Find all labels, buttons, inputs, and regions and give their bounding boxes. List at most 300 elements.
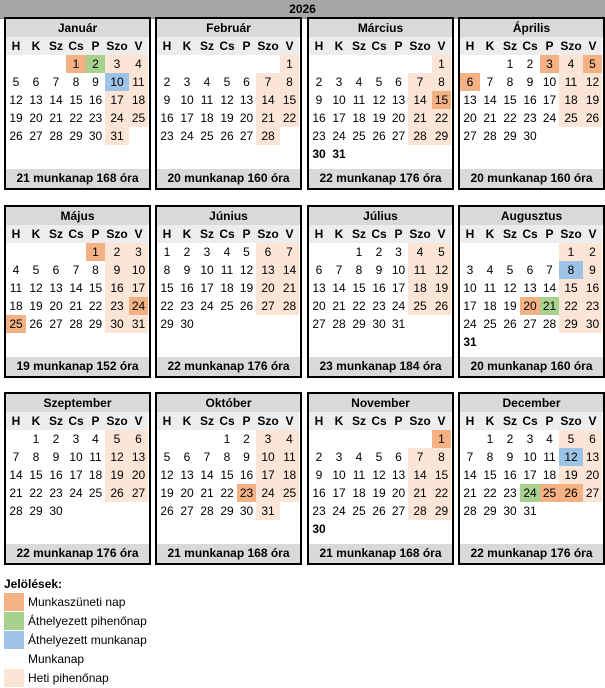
weekday-header: V bbox=[280, 412, 299, 430]
weekday-header: K bbox=[177, 37, 197, 55]
day-cell: 9 bbox=[583, 261, 602, 279]
empty-cell bbox=[460, 430, 480, 448]
weekday-header: Cs bbox=[520, 37, 540, 55]
day-cell: 19 bbox=[160, 486, 174, 500]
day-cell: 9 bbox=[163, 93, 171, 107]
day-cell: 5 bbox=[375, 450, 383, 464]
day-cell: 23 bbox=[312, 129, 326, 143]
weekday-header: V bbox=[432, 37, 451, 55]
day-cell: 22 bbox=[160, 299, 174, 313]
weekday-header: V bbox=[280, 37, 299, 55]
weekday-header: V bbox=[129, 412, 148, 430]
day-cell: 7 bbox=[256, 73, 280, 91]
day-cell: 5 bbox=[432, 243, 451, 261]
day-cell: 12 bbox=[220, 93, 234, 107]
day-cell: 30 bbox=[180, 317, 194, 331]
empty-cell bbox=[6, 243, 26, 261]
day-cell: 18 bbox=[352, 111, 366, 125]
day-cell: 24 bbox=[520, 484, 540, 502]
month-summary: 20 munkanap 160 óra bbox=[157, 169, 300, 188]
day-cell: 16 bbox=[160, 111, 174, 125]
month-name: Április bbox=[460, 19, 603, 37]
day-cell: 1 bbox=[163, 245, 171, 259]
day-cell: 24 bbox=[463, 317, 477, 331]
day-cell: 22 bbox=[88, 299, 103, 313]
day-cell: 2 bbox=[375, 245, 383, 259]
month-name: Július bbox=[309, 207, 452, 225]
day-cell: 21 bbox=[408, 484, 432, 502]
day-cell: 9 bbox=[92, 75, 99, 89]
day-cell: 30 bbox=[49, 504, 63, 518]
day-cell: 2 bbox=[52, 432, 60, 446]
empty-cell bbox=[460, 243, 480, 261]
month-day-grid bbox=[309, 225, 452, 333]
day-cell: 2 bbox=[183, 245, 191, 259]
day-cell: 10 bbox=[523, 450, 537, 464]
weekday-header: P bbox=[86, 225, 105, 243]
day-cell: 28 bbox=[9, 504, 23, 518]
day-cell: 25 bbox=[6, 315, 26, 333]
day-cell: 17 bbox=[180, 111, 194, 125]
day-cell: 22 bbox=[352, 299, 366, 313]
weekday-header: Szo bbox=[409, 39, 431, 53]
empty-cell bbox=[480, 243, 500, 261]
month-panel bbox=[4, 205, 151, 378]
empty-cell bbox=[329, 55, 349, 73]
day-cell: 14 bbox=[332, 281, 346, 295]
empty-cell bbox=[6, 430, 26, 448]
weekday-header: Sz bbox=[46, 225, 66, 243]
day-cell: 26 bbox=[559, 484, 583, 502]
day-cell: 3 bbox=[526, 432, 534, 446]
day-cell: 3 bbox=[335, 450, 343, 464]
day-cell: 17 bbox=[542, 93, 557, 107]
empty-cell bbox=[157, 430, 177, 448]
day-cell: 22 bbox=[432, 109, 451, 127]
month-summary: 19 munkanap 152 óra bbox=[6, 357, 149, 376]
day-cell: 2 bbox=[243, 432, 250, 446]
month-summary: 21 munkanap 168 óra bbox=[157, 544, 300, 563]
day-cell: 31 bbox=[391, 317, 406, 331]
day-cell: 22 bbox=[29, 486, 43, 500]
day-cell: 12 bbox=[160, 468, 174, 482]
day-cell: 10 bbox=[542, 75, 557, 89]
weekday-header: Szo bbox=[257, 414, 279, 428]
day-cell: 23 bbox=[105, 297, 129, 315]
weekday-header: H bbox=[309, 225, 329, 243]
weekday-header: K bbox=[329, 37, 349, 55]
day-cell: 10 bbox=[129, 261, 148, 279]
day-cell: 30 bbox=[312, 522, 326, 536]
day-cell: 12 bbox=[372, 93, 386, 107]
empty-cell bbox=[408, 430, 432, 448]
day-cell: 25 bbox=[220, 299, 234, 313]
month-day-grid bbox=[309, 37, 452, 163]
day-cell: 19 bbox=[105, 466, 129, 484]
empty-cell bbox=[500, 243, 520, 261]
weekday-header: Szo bbox=[409, 227, 431, 241]
weekday-header: K bbox=[329, 225, 349, 243]
month-panel bbox=[458, 392, 605, 565]
day-cell: 13 bbox=[463, 93, 477, 107]
day-cell: 14 bbox=[408, 91, 432, 109]
day-cell: 29 bbox=[88, 317, 103, 331]
day-cell: 26 bbox=[583, 109, 602, 127]
day-cell: 19 bbox=[220, 111, 234, 125]
day-cell: 4 bbox=[486, 263, 494, 277]
weekday-header: Sz bbox=[197, 225, 217, 243]
day-cell: 1 bbox=[432, 55, 451, 73]
weekday-header: V bbox=[280, 225, 299, 243]
weekday-header: H bbox=[6, 37, 26, 55]
day-cell: 28 bbox=[408, 502, 432, 520]
day-cell: 13 bbox=[180, 468, 194, 482]
month-name: Január bbox=[6, 19, 149, 37]
empty-cell bbox=[197, 430, 217, 448]
empty-cell bbox=[26, 243, 46, 261]
day-cell: 3 bbox=[129, 243, 148, 261]
month-panel bbox=[307, 17, 454, 190]
day-cell: 21 bbox=[49, 111, 63, 125]
legend-label: Áthelyezett munkanap bbox=[28, 633, 147, 647]
month-summary: 20 munkanap 160 óra bbox=[460, 169, 603, 188]
day-cell: 31 bbox=[129, 315, 148, 333]
day-cell: 18 bbox=[129, 91, 148, 109]
day-cell: 7 bbox=[466, 450, 474, 464]
empty-cell bbox=[217, 55, 237, 73]
day-cell: 11 bbox=[200, 93, 214, 107]
day-cell: 11 bbox=[543, 450, 556, 464]
day-cell: 8 bbox=[506, 75, 514, 89]
month-name: Október bbox=[157, 394, 300, 412]
weekday-header: K bbox=[26, 412, 46, 430]
weekday-header: Sz bbox=[349, 225, 369, 243]
weekday-header: Cs bbox=[520, 225, 540, 243]
weekday-header: Szo bbox=[257, 227, 279, 241]
day-cell: 17 bbox=[332, 486, 346, 500]
weekday-header: P bbox=[237, 412, 256, 430]
weekday-header: Sz bbox=[46, 37, 66, 55]
day-cell: 2 bbox=[163, 75, 171, 89]
day-cell: 18 bbox=[559, 91, 583, 109]
day-cell: 7 bbox=[335, 263, 343, 277]
weekday-header: H bbox=[309, 37, 329, 55]
day-cell: 6 bbox=[256, 243, 280, 261]
day-cell: 29 bbox=[352, 317, 366, 331]
month-panel bbox=[155, 205, 302, 378]
day-cell: 1 bbox=[223, 432, 231, 446]
weekday-header: Cs bbox=[217, 225, 237, 243]
empty-cell bbox=[389, 430, 408, 448]
day-cell: 6 bbox=[395, 75, 402, 89]
day-cell: 24 bbox=[332, 504, 346, 518]
day-cell: 29 bbox=[432, 127, 451, 145]
day-cell: 21 bbox=[483, 111, 497, 125]
day-cell: 11 bbox=[352, 468, 366, 482]
month-day-grid bbox=[309, 412, 452, 538]
day-cell: 16 bbox=[312, 111, 326, 125]
day-cell: 14 bbox=[408, 466, 432, 484]
weekday-header: Cs bbox=[66, 37, 86, 55]
day-cell: 8 bbox=[432, 448, 451, 466]
day-cell: 21 bbox=[408, 109, 432, 127]
day-cell: 13 bbox=[583, 448, 602, 466]
day-cell: 17 bbox=[200, 281, 214, 295]
day-cell: 4 bbox=[92, 432, 99, 446]
day-cell: 16 bbox=[372, 281, 386, 295]
day-cell: 14 bbox=[280, 261, 299, 279]
day-cell: 18 bbox=[352, 486, 366, 500]
weekday-header: Szo bbox=[560, 227, 582, 241]
day-cell: 23 bbox=[237, 484, 256, 502]
weekday-header: Cs bbox=[66, 412, 86, 430]
day-cell: 7 bbox=[52, 75, 60, 89]
day-cell: 27 bbox=[129, 484, 148, 502]
month-panel bbox=[4, 17, 151, 190]
legend-title: Jelölések: bbox=[4, 577, 63, 591]
day-cell: 26 bbox=[29, 317, 43, 331]
day-cell: 14 bbox=[9, 468, 23, 482]
empty-cell bbox=[408, 55, 432, 73]
day-cell: 3 bbox=[183, 75, 191, 89]
day-cell: 29 bbox=[559, 315, 583, 333]
day-cell: 27 bbox=[523, 317, 537, 331]
day-cell: 27 bbox=[312, 317, 326, 331]
day-cell: 4 bbox=[203, 75, 211, 89]
day-cell: 21 bbox=[69, 299, 83, 313]
day-cell: 16 bbox=[180, 281, 194, 295]
day-cell: 14 bbox=[69, 281, 83, 295]
day-cell: 13 bbox=[391, 468, 406, 482]
day-cell: 21 bbox=[463, 486, 477, 500]
day-cell: 11 bbox=[129, 73, 148, 91]
legend-label: Heti pihenőnap bbox=[28, 671, 109, 685]
day-cell: 2 bbox=[86, 55, 105, 73]
day-cell: 1 bbox=[355, 245, 363, 259]
weekday-header: Cs bbox=[369, 412, 389, 430]
month-name: December bbox=[460, 394, 603, 412]
day-cell: 16 bbox=[105, 279, 129, 297]
day-cell: 7 bbox=[546, 263, 553, 277]
day-cell: 8 bbox=[163, 263, 171, 277]
weekday-header: Sz bbox=[349, 37, 369, 55]
day-cell: 2 bbox=[315, 450, 323, 464]
weekday-header: V bbox=[583, 37, 602, 55]
day-cell: 19 bbox=[9, 111, 23, 125]
day-cell: 22 bbox=[280, 109, 299, 127]
month-name: Június bbox=[157, 207, 300, 225]
day-cell: 30 bbox=[105, 315, 129, 333]
month-summary: 22 munkanap 176 óra bbox=[309, 169, 452, 188]
month-summary: 22 munkanap 176 óra bbox=[157, 357, 300, 376]
day-cell: 15 bbox=[280, 91, 299, 109]
day-cell: 24 bbox=[332, 129, 346, 143]
weekday-header: H bbox=[460, 412, 480, 430]
legend-swatch bbox=[4, 593, 24, 611]
day-cell: 20 bbox=[29, 111, 43, 125]
legend-swatch bbox=[4, 612, 24, 630]
day-cell: 28 bbox=[542, 317, 557, 331]
day-cell: 12 bbox=[29, 281, 43, 295]
legend-item bbox=[4, 593, 125, 611]
day-cell: 4 bbox=[546, 432, 553, 446]
day-cell: 17 bbox=[69, 468, 83, 482]
day-cell: 11 bbox=[408, 261, 432, 279]
weekday-header: K bbox=[480, 225, 500, 243]
day-cell: 14 bbox=[200, 468, 214, 482]
month-summary: 22 munkanap 176 óra bbox=[6, 544, 149, 563]
day-cell: 7 bbox=[408, 73, 432, 91]
day-cell: 21 bbox=[332, 299, 346, 313]
day-cell: 20 bbox=[129, 466, 148, 484]
empty-cell bbox=[309, 243, 329, 261]
day-cell: 30 bbox=[88, 129, 103, 143]
day-cell: 6 bbox=[395, 450, 402, 464]
month-name: Augusztus bbox=[460, 207, 603, 225]
legend-item bbox=[4, 650, 84, 668]
day-cell: 16 bbox=[312, 486, 326, 500]
day-cell: 18 bbox=[280, 466, 299, 484]
weekday-header: V bbox=[583, 412, 602, 430]
day-cell: 5 bbox=[506, 263, 514, 277]
day-cell: 14 bbox=[542, 281, 557, 295]
weekday-header: Szo bbox=[560, 39, 582, 53]
day-cell: 28 bbox=[463, 504, 477, 518]
day-cell: 18 bbox=[220, 281, 234, 295]
empty-cell bbox=[460, 55, 480, 73]
weekday-header: Sz bbox=[500, 412, 520, 430]
day-cell: 25 bbox=[540, 484, 559, 502]
legend-item bbox=[4, 631, 147, 649]
day-cell: 13 bbox=[312, 281, 326, 295]
day-cell: 19 bbox=[372, 111, 386, 125]
day-cell: 19 bbox=[372, 486, 386, 500]
day-cell: 27 bbox=[391, 129, 406, 143]
month-name: Február bbox=[157, 19, 300, 37]
day-cell: 30 bbox=[239, 504, 254, 518]
weekday-header: K bbox=[329, 412, 349, 430]
day-cell: 31 bbox=[463, 335, 477, 349]
weekday-header: Cs bbox=[217, 412, 237, 430]
day-cell: 6 bbox=[460, 73, 480, 91]
day-cell: 3 bbox=[335, 75, 343, 89]
day-cell: 13 bbox=[129, 448, 148, 466]
day-cell: 9 bbox=[375, 263, 383, 277]
month-summary: 21 munkanap 168 óra bbox=[309, 544, 452, 563]
day-cell: 29 bbox=[160, 317, 174, 331]
weekday-header: K bbox=[26, 225, 46, 243]
empty-cell bbox=[389, 55, 408, 73]
day-cell: 11 bbox=[352, 93, 366, 107]
day-cell: 3 bbox=[466, 263, 474, 277]
day-cell: 5 bbox=[559, 430, 583, 448]
month-day-grid bbox=[460, 412, 603, 520]
day-cell: 23 bbox=[49, 486, 63, 500]
month-panel bbox=[155, 17, 302, 190]
day-cell: 15 bbox=[69, 93, 83, 107]
day-cell: 22 bbox=[483, 486, 497, 500]
day-cell: 15 bbox=[483, 468, 497, 482]
day-cell: 30 bbox=[583, 315, 602, 333]
month-name: Március bbox=[309, 19, 452, 37]
day-cell: 9 bbox=[526, 75, 534, 89]
month-panel bbox=[458, 205, 605, 378]
month-day-grid bbox=[460, 37, 603, 145]
day-cell: 25 bbox=[483, 317, 497, 331]
day-cell: 12 bbox=[372, 468, 386, 482]
month-panel bbox=[458, 17, 605, 190]
day-cell: 14 bbox=[463, 468, 477, 482]
day-cell: 28 bbox=[408, 127, 432, 145]
day-cell: 13 bbox=[256, 261, 280, 279]
day-cell: 22 bbox=[503, 111, 517, 125]
weekday-header: H bbox=[6, 225, 26, 243]
day-cell: 20 bbox=[180, 486, 194, 500]
day-cell: 26 bbox=[239, 299, 254, 313]
weekday-header: H bbox=[6, 412, 26, 430]
day-cell: 23 bbox=[503, 486, 517, 500]
weekday-header: P bbox=[540, 37, 559, 55]
day-cell: 9 bbox=[506, 450, 514, 464]
empty-cell bbox=[480, 55, 500, 73]
day-cell: 25 bbox=[559, 109, 583, 127]
empty-cell bbox=[26, 55, 46, 73]
day-cell: 10 bbox=[69, 450, 83, 464]
day-cell: 14 bbox=[256, 91, 280, 109]
weekday-header: Szo bbox=[560, 414, 582, 428]
day-cell: 8 bbox=[280, 73, 299, 91]
day-cell: 2 bbox=[315, 75, 323, 89]
weekday-header: H bbox=[460, 225, 480, 243]
legend-swatch bbox=[4, 669, 24, 687]
day-cell: 29 bbox=[432, 502, 451, 520]
day-cell: 7 bbox=[280, 243, 299, 261]
day-cell: 4 bbox=[129, 55, 148, 73]
day-cell: 23 bbox=[88, 111, 103, 125]
day-cell: 20 bbox=[312, 299, 326, 313]
day-cell: 3 bbox=[72, 432, 80, 446]
day-cell: 28 bbox=[332, 317, 346, 331]
day-cell: 1 bbox=[66, 55, 86, 73]
weekday-header: V bbox=[583, 225, 602, 243]
day-cell: 5 bbox=[32, 263, 40, 277]
weekday-header: Sz bbox=[197, 412, 217, 430]
day-cell: 17 bbox=[391, 281, 406, 295]
legend-label: Munkanap bbox=[28, 652, 85, 666]
empty-cell bbox=[177, 55, 197, 73]
weekday-header: K bbox=[177, 225, 197, 243]
day-cell: 1 bbox=[86, 243, 105, 261]
day-cell: 3 bbox=[203, 245, 211, 259]
day-cell: 6 bbox=[32, 75, 40, 89]
day-cell: 27 bbox=[391, 504, 406, 518]
day-cell: 13 bbox=[49, 281, 63, 295]
legend-item bbox=[4, 669, 109, 687]
weekday-header: V bbox=[432, 225, 451, 243]
day-cell: 27 bbox=[583, 484, 602, 502]
day-cell: 12 bbox=[9, 93, 23, 107]
day-cell: 25 bbox=[129, 109, 148, 127]
month-name: Szeptember bbox=[6, 394, 149, 412]
day-cell: 21 bbox=[540, 297, 559, 315]
month-summary: 20 munkanap 160 óra bbox=[460, 357, 603, 376]
weekday-header: H bbox=[309, 412, 329, 430]
weekday-header: V bbox=[129, 225, 148, 243]
day-cell: 11 bbox=[9, 281, 23, 295]
day-cell: 28 bbox=[256, 127, 280, 145]
day-cell: 18 bbox=[200, 111, 214, 125]
day-cell: 23 bbox=[523, 111, 537, 125]
